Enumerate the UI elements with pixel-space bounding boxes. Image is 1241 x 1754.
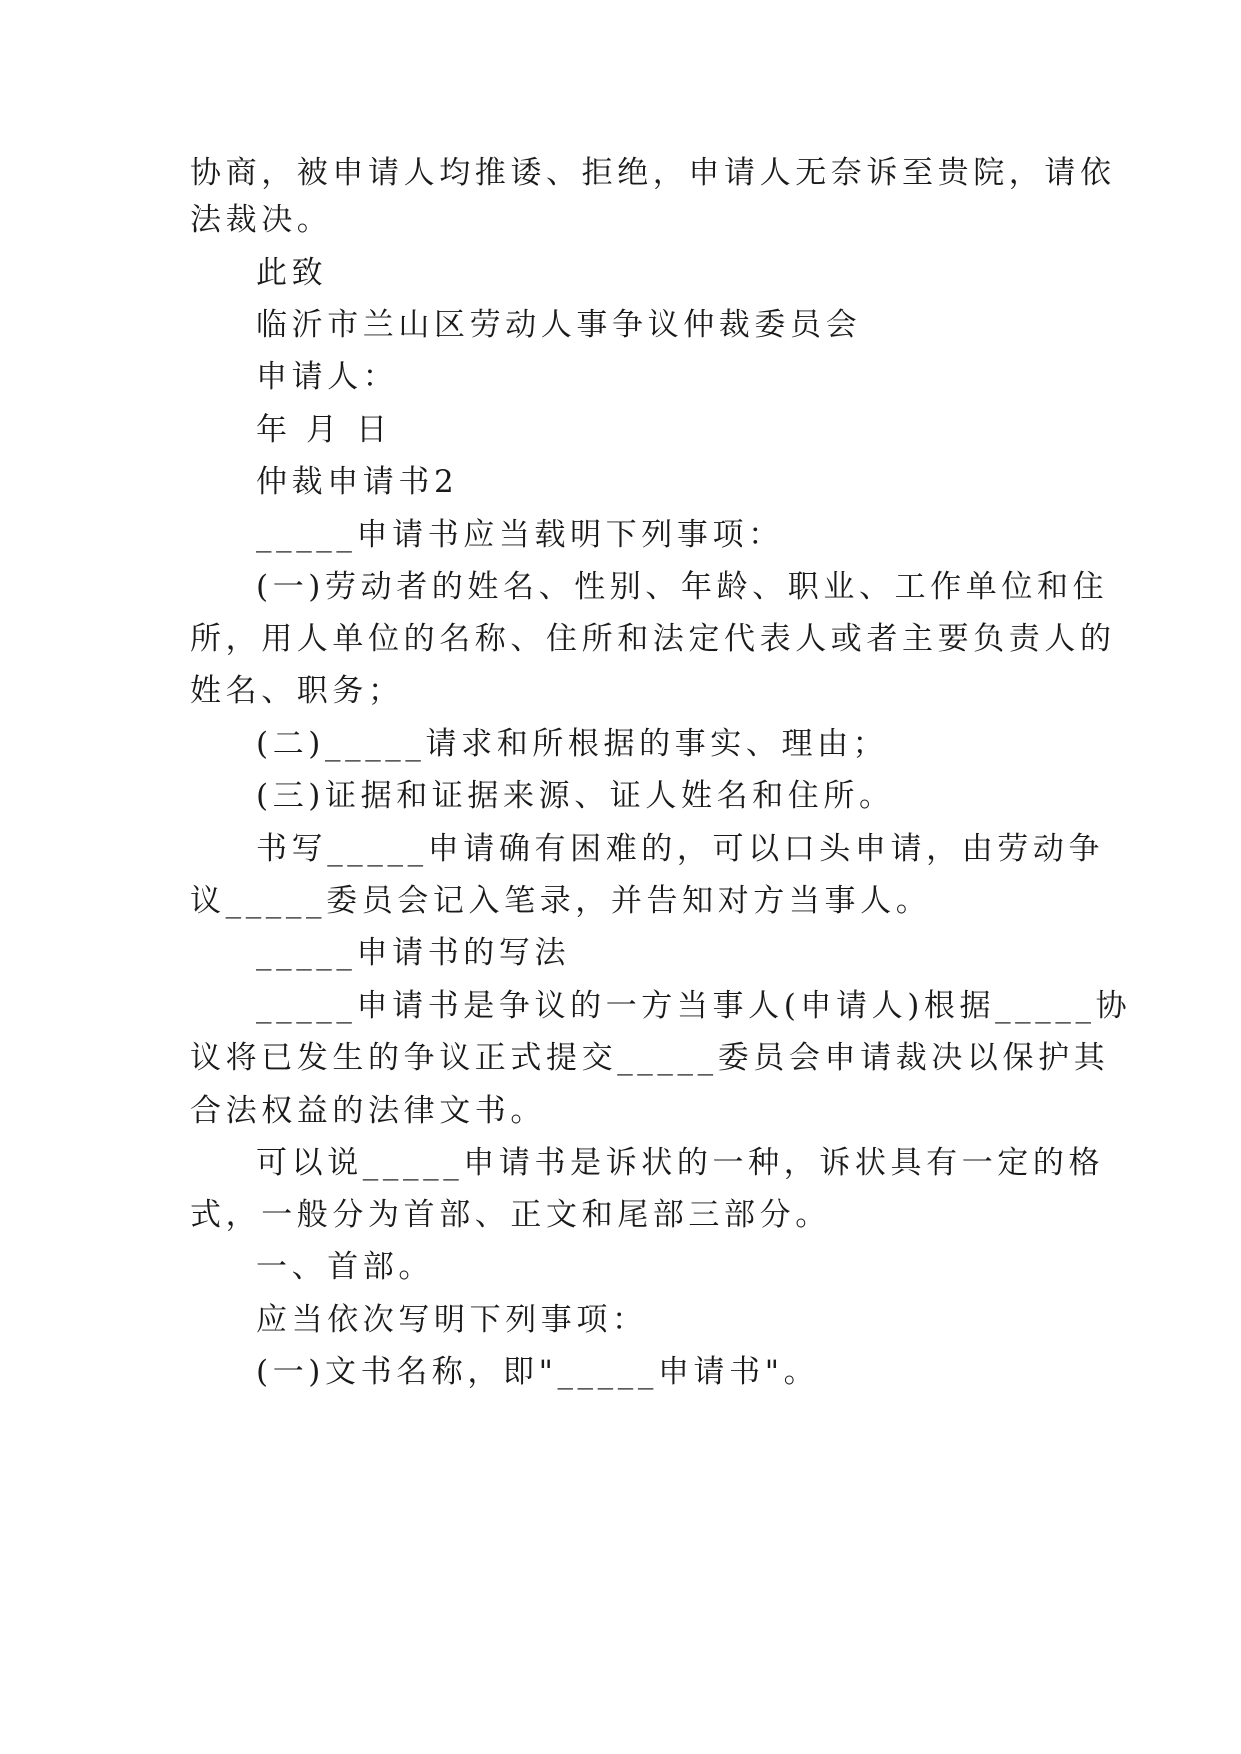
list-item: (一)文书名称，即"_____申请书"。 (256, 1354, 820, 1390)
list-item: (二)_____请求和所根据的事实、理由； (256, 726, 889, 762)
body-text-line: 所，用人单位的名称、住所和法定代表人或者主要负责人的 (190, 621, 1116, 657)
body-text-line: 合法权益的法律文书。 (190, 1093, 546, 1129)
list-item: (三)证据和证据来源、证人姓名和住所。 (256, 778, 895, 814)
body-text-line: 协商，被申请人均推诿、拒绝，申请人无奈诉至贵院，请依 (190, 155, 1116, 191)
subheading: 一、首部。 (256, 1249, 434, 1285)
body-text-line: 法裁决。 (190, 202, 333, 238)
body-text-line: _____申请书是争议的一方当事人(申请人)根据_____协 (256, 988, 1132, 1024)
list-item: (一)劳动者的姓名、性别、年龄、职业、工作单位和住 (256, 569, 1109, 605)
section-title: 仲裁申请书2 (256, 464, 459, 500)
body-text-line: 议_____委员会记入笔录，并告知对方当事人。 (190, 883, 932, 919)
applicant-label: 申请人： (256, 359, 399, 395)
body-text-line: 可以说_____申请书是诉状的一种，诉状具有一定的格 (256, 1145, 1105, 1181)
subheading: _____申请书的写法 (256, 935, 571, 971)
body-text-line: 式，一般分为首部、正文和尾部三部分。 (190, 1197, 831, 1233)
body-text-line: _____申请书应当载明下列事项： (256, 517, 784, 553)
salutation: 此致 (256, 255, 328, 291)
date-line: 年 月 日 (256, 412, 392, 448)
recipient: 临沂市兰山区劳动人事争议仲裁委员会 (256, 307, 862, 343)
body-text-line: 书写_____申请确有困难的，可以口头申请，由劳动争 (256, 831, 1105, 867)
body-text-line: 姓名、职务； (190, 673, 404, 709)
body-text-line: 应当依次写明下列事项： (256, 1302, 648, 1338)
body-text-line: 议将已发生的争议正式提交_____委员会申请裁决以保护其 (190, 1040, 1110, 1076)
